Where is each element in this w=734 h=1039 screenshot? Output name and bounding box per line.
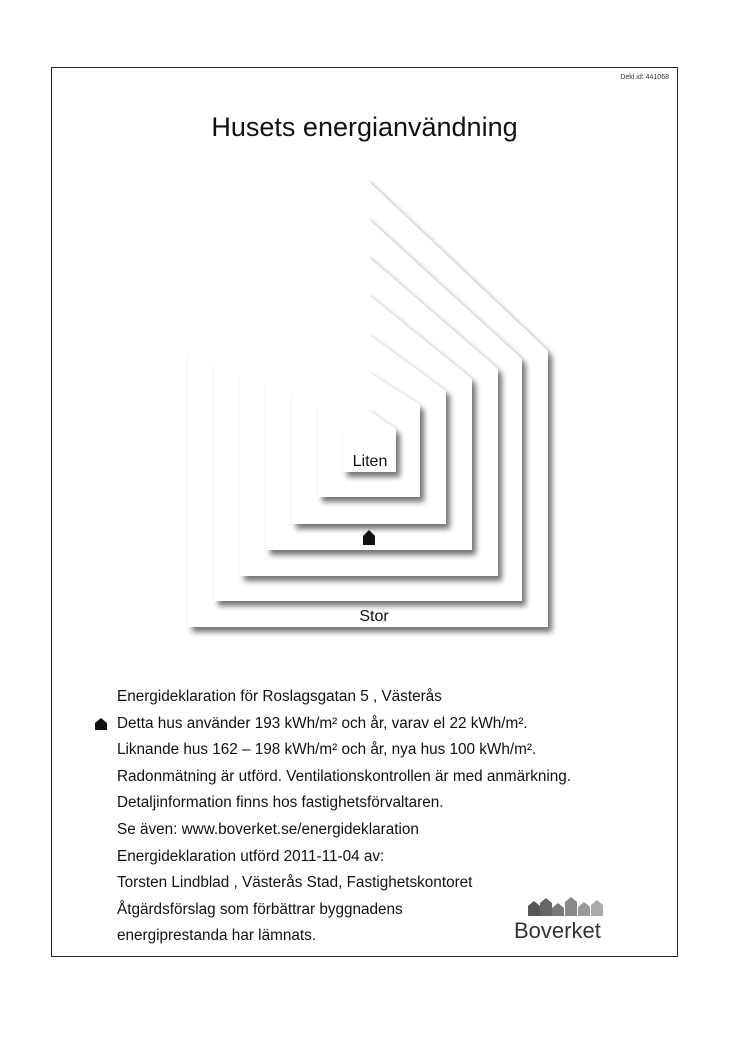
scale-label-large: Stor: [359, 608, 389, 625]
info-line: Energideklaration utförd 2011-11-04 av:: [117, 847, 385, 865]
info-line: Liknande hus 162 – 198 kWh/m² och år, nya hus 100 kWh/m².: [117, 741, 537, 759]
page-title: Husets energianvändning: [211, 112, 518, 142]
declaration-id: Dekl.id: 441068: [620, 74, 669, 81]
declaration-info: [117, 684, 571, 950]
info-line: Radonmätning är utförd. Ventilationskontrollen är med anmärkning.: [117, 767, 572, 785]
scale-label-small: Liten: [352, 453, 388, 470]
declaration-frame: [51, 67, 678, 957]
info-line: Detta hus använder 193 kWh/m² och år, varav el 22 kWh/m².: [117, 714, 528, 732]
boverket-logo-text: Boverket: [514, 918, 601, 943]
info-line: Åtgärdsförslag som förbättrar byggnadens: [117, 900, 403, 918]
info-line: Detaljinformation finns hos fastighetsförvaltaren.: [117, 794, 444, 812]
boverket-logo-icon: [510, 888, 610, 918]
info-line: Energideklaration för Roslagsgatan 5 , Västerås: [117, 688, 442, 705]
house-marker-icon: [94, 717, 108, 731]
info-line: energiprestanda har lämnats.: [117, 927, 316, 945]
info-line: Torsten Lindblad , Västerås Stad, Fastighetskontoret: [117, 874, 473, 892]
info-line: Se även: www.boverket.se/energideklaration: [117, 820, 419, 838]
